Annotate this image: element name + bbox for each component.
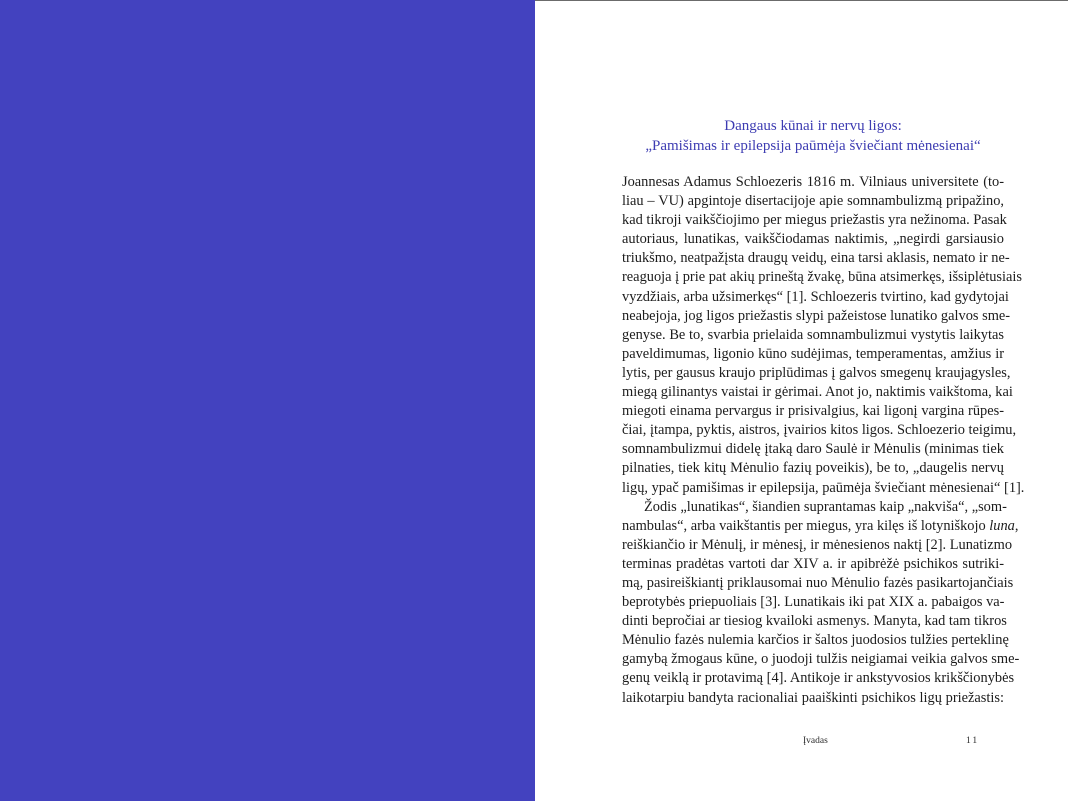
text-line: liau – VU) apgintoje disertacijoje apie somnambulizmą pripažino, — [622, 193, 1004, 210]
text-line: reaguoja į prie pat akių prineštą žvakę, būna atsimerkęs, išsiplėtusiais — [622, 269, 1023, 286]
chapter-title-line-1: Dangaus kūnai ir nervų ligos: — [724, 118, 902, 134]
text-line: Mėnulio fazės nulemia karčios ir šaltos juodosios tulžies perteklinę — [622, 632, 1009, 649]
text-line: mą, pasireiškiantį priklausomai nuo Mėnulio fazės pasikartojančiais — [622, 574, 1014, 591]
text-line-with-italic — [622, 517, 1019, 536]
text-line: somnambulizmui didelę įtaką daro Saulė ir Mėnulis (minimas tiek — [622, 441, 1004, 458]
text-line: čiai, įtampa, pyktis, aistros, įvairios kitos ligos. Schloezerio teigimu, — [622, 422, 1017, 439]
text-line: dinti bepročiai ar tiesiog kvailoki asmenys. Manyta, kad tam tikros — [622, 613, 1007, 630]
text-line: terminas pradėtas vartoti dar XIV a. ir apibrėžė psichikos sutriki- — [622, 555, 1004, 572]
text-line: autoriaus, lunatikas, vaikščiodamas naktimis, „negirdi garsiausio — [622, 231, 1004, 248]
text-line-part: nambulas“, arba vaikštantis per miegus, yra kilęs iš lotyniškojo — [622, 517, 990, 534]
text-line-part: , — [1014, 517, 1019, 534]
text-line: beprotybės priepuoliais [3]. Lunatikais iki pat XIX a. pabaigos va- — [622, 594, 1005, 611]
text-line: gamybą žmogaus kūne, o juodoji tulžis neigiamai veikia galvos sme- — [622, 651, 1020, 668]
italic-word: luna — [989, 517, 1015, 534]
text-line: triukšmo, neatpažįsta draugų veidų, eina tarsi aklasis, nemato ir ne- — [622, 250, 1010, 267]
text-line-paragraph-start: Žodis „lunatikas“, šiandien suprantamas kaip „nakviša“, „som- — [644, 498, 1007, 515]
text-line: vyzdžiais, arba užsimerkęs“ [1]. Schloezeris tvirtino, kad gydytojai — [622, 288, 1009, 305]
text-line: pilnaties, tiek kitų Mėnulio fazių poveikis), be to, „daugelis nervų — [622, 460, 1004, 477]
text-line: kad tikroji vaikščiojimo per miegus priežastis yra nežinoma. Pasak — [622, 212, 1007, 229]
page-number: 11 — [966, 736, 980, 746]
text-line: genyse. Be to, svarbia prielaida somnambulizmui vystytis laikytas — [622, 326, 1004, 343]
chapter-title-line-2: „Pamišimas ir epilepsija paūmėja šviečiant mėnesienai“ — [645, 138, 981, 154]
text-line: miegoti einama pervargus ir prisivalgius, kai ligonį vargina rūpes- — [622, 403, 1004, 420]
text-line: reiškiančio ir Mėnulį, ir mėnesį, ir mėnesienos naktį [2]. Lunatizmo — [622, 536, 1013, 553]
body-text — [622, 173, 1025, 708]
text-line: genų veiklą ir protavimą [4]. Antikoje ir ankstyvosios krikščionybės — [622, 670, 1015, 687]
text-line: ligų, ypač pamišimas ir epilepsija, paūmėja šviečiant mėnesienai“ [1]. — [622, 479, 1025, 496]
text-line: paveldimumas, ligonio kūno sudėjimas, temperamentas, amžius ir — [622, 345, 1004, 362]
text-line: laikotarpiu bandyta racionaliai paaiškinti psichikos ligų priežastis: — [622, 689, 1004, 706]
text-line: lytis, per gausus kraujo priplūdimas į galvos smegenų kraujagysles, — [622, 364, 1011, 381]
text-line: miegą gilinantys vaistai ir gėrimai. Anot jo, naktimis vaikštoma, kai — [622, 384, 1013, 401]
text-line: neabejoja, jog ligos priežastis slypi pažeistose lunatiko galvos sme- — [622, 307, 1011, 324]
right-page — [535, 0, 1068, 801]
text-line: Joannesas Adamus Schloezeris 1816 m. Vilniaus universitete (to- — [622, 174, 1004, 190]
chapter-title — [615, 116, 1011, 156]
running-footer-section: Įvadas — [803, 736, 828, 746]
